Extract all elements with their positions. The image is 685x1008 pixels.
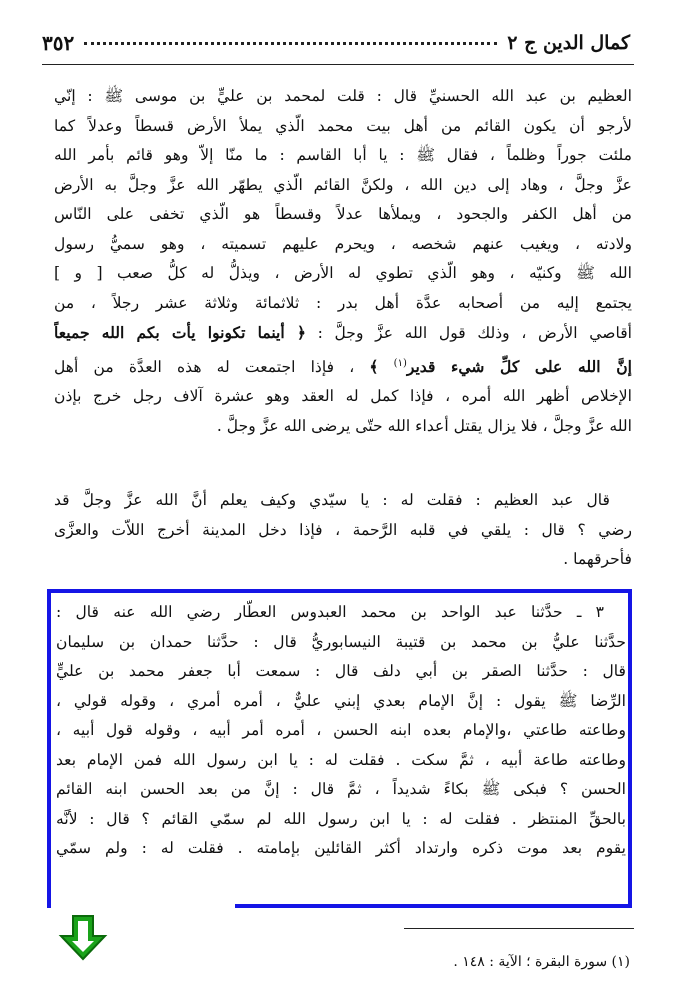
text-line: يقوم بعد موت ذكره وارتداد أكثر القائلين بإمامته . فقلت له : ولم سمّي xyxy=(56,839,626,857)
page-number: ٣٥٢ xyxy=(42,31,75,55)
text-line: فأحرقهما . xyxy=(563,550,632,568)
text-line: الإخلاص أظهر الله أمره ، فإذا كمل له العقد وهو عشرة آلاف رجل خرج بإذن xyxy=(54,387,632,406)
book-title: كمال الدين ج ٢ xyxy=(507,32,630,54)
quran-verse-part1: ﴿ أينما تكونوا يأت بكم الله جميعاً xyxy=(54,323,306,342)
text-line: ولادته ، ويغيب عنهم شخصه ، ويحرم عليهم تسميته ، وهو سميُّ رسول xyxy=(54,234,632,253)
text-line: عزَّ وجلَّ ، وهاد إلى دين الله ، ولكنَّ القائم الّذي يطهّر الله عزَّ وجلَّ به الأرض xyxy=(54,175,632,194)
verse-close: ﴾ xyxy=(369,356,379,376)
text-line: من أهل الكفر والجحود ، ويملأها عدلاً وقسطاً هو الّذي تخفى على النّاس xyxy=(54,205,632,223)
text-fragment: أقاصي الأرض ، وذلك قول الله عزَّ وجلَّ : xyxy=(317,324,632,342)
text-line: الحسن ؟ فبكى ﷺ بكاءً شديداً ، ثمَّ قال : إنَّ من بعد الحسن ابنه القائم xyxy=(56,780,626,798)
text-line: قال : حدَّثنا الصقر بن أبي دلف قال : سمعت أبا جعفر محمد بن عليٍّ xyxy=(56,662,626,680)
text-line: وطاعته طاعة أبيه ، ثمَّ سكت . فقلت له : يا ابن رسول الله فمن الإمام بعد xyxy=(56,750,626,769)
text-line xyxy=(54,349,632,383)
text-fragment: ، فإذا اجتمعت له هذه العدَّة من أهل xyxy=(54,357,355,376)
text-line: العظيم بن عبد الله الحسنيِّ قال : قلت لمحمد بن عليٍّ بن موسى ﷺ : إنّي xyxy=(54,87,632,105)
text-line: الله عزَّ وجلَّ ، فلا يزال يقتل أعداء الله حتّى يرضى الله عزَّ وجلَّ . xyxy=(216,416,632,435)
footnote-rule xyxy=(404,928,634,929)
page-header xyxy=(42,26,630,60)
text-line: لأرجو أن يكون القائم من أهل بيت محمد الّذي يملأ الأرض قسطاً وعدلاً كما xyxy=(54,116,632,135)
boxed-hadith xyxy=(56,598,626,864)
quran-verse-part2: إنَّ الله على كلِّ شيء قدير xyxy=(406,356,632,376)
text-line: رضي ؟ قال : يلقي في قلبه الرَّحمة ، فإذا دخل المدينة أخرج اللاّت والعزَّى xyxy=(54,520,632,539)
header-dot-leader xyxy=(84,42,497,45)
text-line: ٣ ـ حدَّثنا عبد الواحد بن محمد العبدوس العطّار رضي الله عنه قال : xyxy=(56,603,604,621)
footnote-marker[interactable]: (١) xyxy=(393,357,407,369)
text-line: قال عبد العظيم : فقلت له : يا سيّدي وكيف يعلم أنَّ الله عزَّ وجلَّ قد xyxy=(54,491,610,509)
text-line xyxy=(54,318,632,349)
paragraph-1 xyxy=(54,82,632,441)
text-line: الرِّضا ﷺ يقول : إنَّ الإمام بعدي إبني عليٌّ ، أمره أمري ، وقوله قولي ، xyxy=(56,691,626,710)
footnote: (١) سورة البقرة ؛ الآية : ١٤٨ . xyxy=(453,954,630,970)
down-arrow-icon[interactable] xyxy=(58,914,108,962)
text-line: يجتمع إليه من أصحابه عدَّة أهل بدر : ثلاثمائة وثلاثة عشر رجلاً ، من xyxy=(54,293,632,312)
highlight-box-gap xyxy=(51,900,235,914)
paragraph-2 xyxy=(54,486,632,575)
text-line: بالحقِّ المنتظر . فقلت له : يا ابن رسول الله لم سمّي القائم ؟ قال : لأنَّه xyxy=(56,809,626,828)
text-line: الله ﷺ وكنيّه ، وهو الّذي تطوي له الأرض ، ويذلُّ له كلُّ صعب [ و ] xyxy=(54,264,632,282)
text-line: حدَّثنا عليُّ بن محمد بن قتيبة النيسابوريُّ قال : حدَّثنا حمدان بن سليمان xyxy=(56,632,626,651)
text-line: ملئت جوراً وظلماً ، فقال ﷺ : يا أبا القاسم : ما منّا إلاّ وهو قائم بأمر الله xyxy=(54,146,632,164)
text-line: وطاعته طاعتي ،والإمام بعده ابنه الحسن ، أمره أمر أبيه ، وقوله قول أبيه ، xyxy=(56,721,626,739)
header-rule xyxy=(42,64,634,65)
